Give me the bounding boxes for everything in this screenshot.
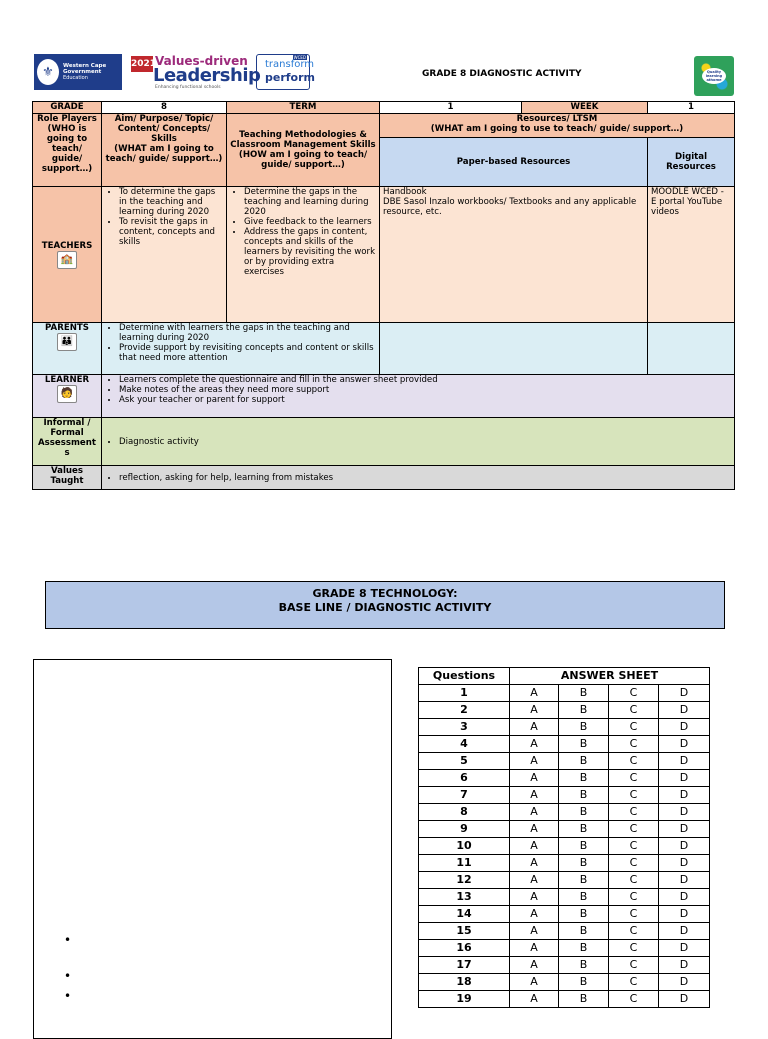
table-row [419, 906, 710, 923]
answer-option[interactable]: A [510, 940, 559, 957]
table-row [419, 702, 710, 719]
method-header [227, 114, 380, 187]
answer-option[interactable]: A [510, 872, 559, 889]
answer-option[interactable]: A [510, 736, 559, 753]
list-item: • Provide support by revisiting concepts and content or skills that need more attention [119, 343, 376, 363]
answer-option[interactable]: B [559, 719, 609, 736]
answer-option[interactable]: C [609, 821, 659, 838]
answer-option[interactable]: A [510, 923, 559, 940]
table-row [419, 889, 710, 906]
answer-option[interactable]: D [659, 991, 710, 1008]
week-value: 1 [648, 102, 735, 114]
logo-leadership: Leadership [153, 65, 261, 86]
answer-option[interactable]: A [510, 719, 559, 736]
banner-line1: GRADE 8 TECHNOLOGY: [312, 587, 458, 600]
answer-option[interactable]: D [659, 906, 710, 923]
table-row [419, 872, 710, 889]
grade-label: GRADE [33, 102, 102, 114]
answer-option[interactable]: C [609, 685, 659, 702]
answer-option[interactable]: D [659, 855, 710, 872]
table-row [419, 736, 710, 753]
assessment-label: Informal / Formal Assessment s [33, 418, 102, 466]
learner-cell [33, 375, 102, 418]
table-row [419, 991, 710, 1008]
parents-icon: 👪 [57, 333, 77, 351]
answer-option[interactable]: C [609, 719, 659, 736]
answer-option[interactable]: B [559, 770, 609, 787]
answer-option[interactable]: A [510, 957, 559, 974]
answer-option[interactable]: D [659, 957, 710, 974]
answer-option[interactable]: A [510, 787, 559, 804]
resources-header-line2: (WHAT am I going to use to teach/ guide/ support…) [430, 124, 684, 134]
answer-option[interactable]: D [659, 923, 710, 940]
logo-transform: transform [265, 59, 315, 70]
answer-option[interactable]: D [659, 787, 710, 804]
teachers-paper [380, 187, 648, 323]
answer-option[interactable]: D [659, 702, 710, 719]
list-item: • Diagnostic activity [119, 437, 731, 447]
week-label: WEEK [522, 102, 648, 114]
grade-value: 8 [102, 102, 227, 114]
list-item: • Address the gaps in content, concepts and skills of the learners by revisiting the work or by providing extra exercises [244, 227, 376, 277]
list-item: • To revisit the gaps in content, concepts and skills [119, 217, 223, 247]
answer-option[interactable]: D [659, 889, 710, 906]
parents-label: PARENTS [45, 323, 89, 333]
answer-option[interactable]: B [559, 804, 609, 821]
answer-option[interactable]: A [510, 821, 559, 838]
question-number: 6 [419, 770, 510, 787]
crest-icon: ⚜ [37, 59, 59, 85]
table-row [419, 838, 710, 855]
values-label: Values Taught [33, 466, 102, 490]
answer-option[interactable]: D [659, 974, 710, 991]
answer-option[interactable]: A [510, 906, 559, 923]
answer-sheet-title: ANSWER SHEET [510, 668, 710, 685]
bullet: • [64, 969, 72, 983]
answer-option[interactable]: C [609, 736, 659, 753]
teachers-cell [33, 187, 102, 323]
resources-header [380, 114, 735, 138]
answer-sheet-table [418, 667, 710, 1008]
table-row [419, 821, 710, 838]
answer-option[interactable]: D [659, 940, 710, 957]
question-number: 10 [419, 838, 510, 855]
answer-option[interactable]: B [559, 974, 609, 991]
table-row [419, 753, 710, 770]
parents-digital [648, 323, 735, 375]
question-number: 9 [419, 821, 510, 838]
list-item: • To determine the gaps in the teaching and learning during 2020 [119, 187, 223, 217]
answer-option[interactable]: B [559, 855, 609, 872]
answer-option[interactable]: B [559, 838, 609, 855]
term-value: 1 [380, 102, 522, 114]
bullet: • [64, 933, 72, 947]
answer-option[interactable]: A [510, 838, 559, 855]
list-item: • reflection, asking for help, learning from mistakes [119, 473, 731, 483]
answer-option[interactable]: B [559, 872, 609, 889]
answer-option[interactable]: D [659, 804, 710, 821]
list-item: • Make notes of the areas they need more support [119, 385, 731, 395]
question-number: 19 [419, 991, 510, 1008]
question-number: 18 [419, 974, 510, 991]
answer-option[interactable]: A [510, 770, 559, 787]
answer-option[interactable]: C [609, 991, 659, 1008]
answer-option[interactable]: B [559, 787, 609, 804]
answer-option[interactable]: A [510, 991, 559, 1008]
answer-option[interactable]: C [609, 906, 659, 923]
question-number: 1 [419, 685, 510, 702]
logo-sub: Enhancing functional schools [155, 85, 221, 90]
values-cell [102, 466, 735, 490]
answer-option[interactable]: D [659, 753, 710, 770]
answer-option[interactable]: B [559, 906, 609, 923]
question-number: 11 [419, 855, 510, 872]
learner-label: LEARNER [44, 375, 90, 385]
parents-paper [380, 323, 648, 375]
western-cape-government-logo [34, 54, 122, 90]
parents-activities [102, 323, 380, 375]
assessment-cell [102, 418, 735, 466]
list-item: • Ask your teacher or parent for support [119, 395, 731, 405]
answer-rows [419, 685, 710, 1008]
page-title: GRADE 8 DIAGNOSTIC ACTIVITY [422, 69, 582, 79]
answer-option[interactable]: A [510, 855, 559, 872]
aim-header-line2: (WHAT am I going to teach/ guide/ support…) [105, 144, 223, 164]
learner-activities [102, 375, 735, 418]
list-item: • Determine with learners the gaps in the teaching and learning during 2020 [119, 323, 376, 343]
teachers-label: TEACHERS [41, 240, 93, 251]
method-header-line1: Teaching Methodologies & Classroom Management Skills [230, 130, 376, 150]
table-row [419, 685, 710, 702]
answer-option[interactable]: C [609, 889, 659, 906]
role-players-header: Role Players (WHO is going to teach/ guide/ support…) [33, 114, 102, 187]
answer-option[interactable]: A [510, 753, 559, 770]
aim-header [102, 114, 227, 187]
question-number: 13 [419, 889, 510, 906]
answer-option[interactable]: C [609, 753, 659, 770]
table-row [419, 940, 710, 957]
answer-option[interactable]: B [559, 940, 609, 957]
logo-badge: WCED [293, 55, 306, 60]
transform-perform-logo [256, 54, 315, 90]
table-row [419, 923, 710, 940]
question-number: 4 [419, 736, 510, 753]
answer-option[interactable]: C [609, 770, 659, 787]
teachers-method [227, 187, 380, 323]
question-number: 15 [419, 923, 510, 940]
wcg-logo-text: Western Cape Government [63, 63, 107, 75]
table-row [419, 719, 710, 736]
question-number: 3 [419, 719, 510, 736]
question-number: 2 [419, 702, 510, 719]
answer-option[interactable]: A [510, 685, 559, 702]
term-label: TERM [227, 102, 380, 114]
answer-option[interactable]: A [510, 702, 559, 719]
table-row [419, 974, 710, 991]
values-driven-leadership-logo [131, 54, 261, 90]
aim-header-line1: Aim/ Purpose/ Topic/ Content/ Concepts/ Skills [114, 114, 214, 144]
answer-option[interactable]: D [659, 872, 710, 889]
table-row [419, 787, 710, 804]
logo-perform: perform [265, 71, 315, 84]
list-item: • Determine the gaps in the teaching and learning during 2020 [244, 187, 376, 217]
answer-option[interactable]: B [559, 821, 609, 838]
table-row [419, 804, 710, 821]
answer-option[interactable]: C [609, 923, 659, 940]
question-number: 14 [419, 906, 510, 923]
paper-item: Handbook [383, 187, 427, 197]
answer-option[interactable]: B [559, 957, 609, 974]
list-item: • Give feedback to the learners [244, 217, 376, 227]
answer-option[interactable]: D [659, 821, 710, 838]
question-number: 12 [419, 872, 510, 889]
questions-header: Questions [419, 668, 510, 685]
answer-option[interactable]: B [559, 923, 609, 940]
question-number: 8 [419, 804, 510, 821]
answer-option[interactable]: C [609, 702, 659, 719]
resources-header-line1: Resources/ LTSM [516, 114, 598, 124]
answer-option[interactable]: B [559, 991, 609, 1008]
logo-values-driven: Values-driven [155, 54, 248, 68]
answer-option[interactable]: A [510, 804, 559, 821]
digital-resources-header: Digital Resources [648, 138, 735, 187]
answer-option[interactable]: C [609, 855, 659, 872]
paper-resources-header: Paper-based Resources [380, 138, 648, 187]
logo-year: 2021 [131, 56, 153, 72]
answer-option[interactable]: C [609, 838, 659, 855]
instructions-box [33, 659, 392, 1039]
wcg-logo-sub: Education [63, 75, 88, 81]
question-number: 16 [419, 940, 510, 957]
answer-option[interactable]: B [559, 685, 609, 702]
answer-option[interactable]: C [609, 787, 659, 804]
answer-option[interactable]: D [659, 719, 710, 736]
method-header-line2: (HOW am I going to teach/ guide/ support…) [238, 150, 368, 170]
answer-option[interactable]: C [609, 957, 659, 974]
question-number: 7 [419, 787, 510, 804]
answer-option[interactable]: C [609, 872, 659, 889]
answer-option[interactable]: B [559, 736, 609, 753]
paper-item: DBE Sasol Inzalo workbooks/ Textbooks and any applicable resource, etc. [383, 197, 637, 217]
qla-logo-text: Quality learning athome [702, 68, 726, 84]
answer-option[interactable]: C [609, 974, 659, 991]
answer-option[interactable]: D [659, 770, 710, 787]
answer-option[interactable]: B [559, 889, 609, 906]
teachers-aim [102, 187, 227, 323]
list-item: • Learners complete the questionnaire and fill in the answer sheet provided [119, 375, 731, 385]
answer-option[interactable]: D [659, 685, 710, 702]
teacher-icon: 🏫 [57, 251, 77, 269]
answer-option[interactable]: C [609, 940, 659, 957]
question-number: 17 [419, 957, 510, 974]
answer-option[interactable]: B [559, 753, 609, 770]
activity-banner [45, 581, 725, 629]
answer-option[interactable]: A [510, 889, 559, 906]
lesson-plan-table [32, 101, 735, 490]
parents-cell [33, 323, 102, 375]
answer-option[interactable]: A [510, 974, 559, 991]
question-number: 5 [419, 753, 510, 770]
answer-option[interactable]: D [659, 838, 710, 855]
quality-learning-logo [694, 56, 734, 96]
answer-option[interactable]: D [659, 736, 710, 753]
table-row [419, 957, 710, 974]
answer-option[interactable]: B [559, 702, 609, 719]
table-row [419, 770, 710, 787]
teachers-digital: MOODLE WCED - E portal YouTube videos [648, 187, 735, 323]
banner-line2: BASE LINE / DIAGNOSTIC ACTIVITY [278, 601, 492, 614]
learner-icon: 🧑 [57, 385, 77, 403]
table-row [419, 855, 710, 872]
answer-option[interactable]: C [609, 804, 659, 821]
bullet: • [64, 989, 72, 1003]
